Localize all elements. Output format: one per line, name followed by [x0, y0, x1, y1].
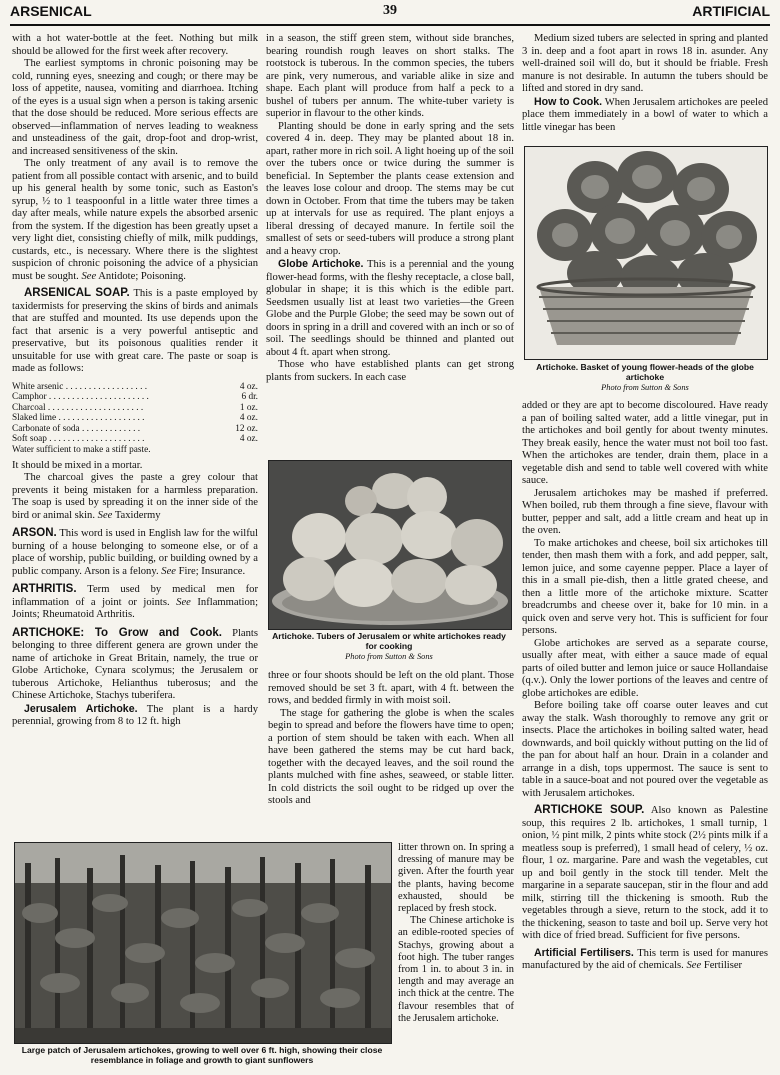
- paragraph: Medium sized tubers are selected in spring and planted 3 in. deep and a foot apart in rows 18 in. asunder. Any well-drained soil will do, but it should be friable. Fresh manure is not desirable. In autumn the tubers should be lifted and stored in dry sand.: [522, 33, 768, 94]
- recipe-tail: Water sufficient to make a stiff paste.: [12, 445, 151, 456]
- recipe-row: Slaked lime . . . . . . . . . . . . . . . . . . . 4 oz.: [12, 413, 258, 424]
- header-rule: [10, 24, 770, 26]
- entry-artichoke-soup: ARTICHOKE SOUP. Also known as Palestine soup, this requires 2 lb. artichokes, 1 small turnip, 1 onion, ½ pint milk, 2 pints white stock (2½ pints milk if a meatless soup is preferred), 1 small head of celery, ½ oz. flour, 1 oz. margarine. Pare and wash the vegetables, cut up and boil gently in the stock till tender. Melt the margarine in a separate saucepan, stir in the flour and add milk, stirring till the thickening is smooth. Rub the vegetables through a sieve, return to the stock, add it to the thickening, season to taste and boil up. Serve very hot with dice of fried bread. Sufficient for five persons.: [522, 804, 768, 941]
- paragraph: Jerusalem Artichoke. The plant is a hardy perennial, growing from 8 to 12 ft. high: [12, 702, 258, 728]
- entry-artificial-fertilisers: Artificial Fertilisers. This term is used for manures manufactured by the aid of chemicals. See Fertiliser: [522, 946, 768, 971]
- paragraph: The Chinese artichoke is an edible-rooted species of Stachys, growing about a foot high. The tuber ranges from 1 in. to about 3 in. in length and may average an inch thick at the centre. The flavour resembles that of the Jerusalem artichoke.: [398, 915, 514, 1024]
- column-3-top: [522, 33, 768, 143]
- figure-artichoke-patch: [14, 842, 392, 1044]
- paragraph: Jerusalem artichokes may be mashed if preferred. When boiled, rub them through a fine sieve, flavour with butter, pepper and salt, add a little cream and heat up in the oven.: [522, 487, 768, 536]
- recipe-row: Charcoal . . . . . . . . . . . . . . . . . . . . . 1 oz.: [12, 402, 258, 413]
- artichoke-patch-illustration: [15, 843, 391, 1043]
- recipe-row: Carbonate of soda . . . . . . . . . . . . . 12 oz.: [12, 423, 258, 434]
- column-1: [12, 33, 258, 751]
- paragraph: How to Cook. When Jerusalem artichokes are peeled place them immediately in a bowl of water to which a little vinegar has been: [522, 95, 768, 133]
- column-2-bottom: [268, 670, 514, 838]
- paragraph: with a hot water-bottle at the feet. Nothing but milk should be allowed for the first week after recovery.: [12, 33, 258, 57]
- column-2-narrow: [398, 842, 514, 1064]
- entry-artichoke: ARTICHOKE: To Grow and Cook. Plants belonging to three different genera are grown under the name of artichoke in Great Britain, namely, the true or Globe Artichoke, Cynara scolymus; the Jerusalem or tuberous Artichoke, Helianthus tuberosus; and the Chinese Artichoke, Stachys tuberifera.: [12, 626, 258, 702]
- photo-credit: Photo from Sutton & Sons: [601, 382, 689, 392]
- figure-tubers: [268, 460, 512, 630]
- entry-heading: ARTICHOKE SOUP.: [534, 804, 645, 816]
- paragraph: The charcoal gives the paste a grey colour that prevents it being mistaken for a harmless preparation. The soap is used by spreading it on the inner side of the bird or animal skin. See Taxidermy: [12, 472, 258, 521]
- recipe-list: [12, 382, 258, 456]
- figure-tubers-caption: Artichoke. Tubers of Jerusalem or white artichokes ready for cooking Photo from Sutton & Sons: [268, 632, 510, 661]
- paragraph: Those who have established plants can get strong plants from suckers. In each case: [266, 359, 514, 383]
- running-header: [10, 5, 770, 21]
- entry-heading: ARSON.: [12, 527, 57, 540]
- paragraph: The stage for gathering the globe is when the scales begin to spread and before the flowers have time to open; a portion of stem should be taken with each. When all have been gathered the stems may be cut hard back, together with the decayed leaves, and the soil round the plants mulched with fine ashes, seaweed, or stable litter. In cold districts the soil ought to be ridged up over the stools and: [268, 707, 514, 806]
- photo-credit: Photo from Sutton & Sons: [345, 651, 433, 661]
- figure-patch-caption: Large patch of Jerusalem artichokes, growing to well over 6 ft. high, showing their close resemblance in foliage and growth to giant sunflowers: [21, 1045, 383, 1065]
- paragraph: added or they are apt to become discoloured. Have ready a pan of boiling salted water, add a little vinegar, put in the artichokes and boil gently for about twenty minutes. They break easily, hence the water must not boil too fast. When the artichokes are tender, drain them, place in a vegetable dish and send to table well covered with white sauce.: [522, 400, 768, 486]
- paragraph: three or four shoots should be left on the old plant. Those removed should be set 3 ft. apart, with 4 ft. between the rows, and bedded firmly in with moist soil.: [268, 670, 514, 706]
- entry-heading: ARSENICAL SOAP.: [24, 287, 130, 299]
- paragraph: Globe Artichoke. This is a perennial and the young flower-head forms, with the fleshy receptacle, a close ball, globular in shape; it is this which is the edible part. Seedsmen usually list at least two varieties—the Green Globe and the Purple Globe; the seed may be sown out of doors in spring in a drill and covered with an inch or so of soil. The seedlings should be thinned and planted out about 4 ft. apart when strong.: [266, 258, 514, 358]
- paragraph: It should be mixed in a mortar.: [12, 459, 143, 471]
- entry-heading: ARTHRITIS.: [12, 583, 77, 596]
- paragraph: The only treatment of any avail is to remove the patient from all possible contact with arsenic, and to build up his general health by some tonic, such as Easton's syrup, ½ to 1 teaspoonful in a little water three times a day after meals, while nature expels the absorbed arsenic from the system. If the digestion has been greatly upset a very light diet, consisting chiefly of milk, milk puddings, custards, etc., is necessary. Where there is the slightest suspicion of chronic poisoning the advice of a physician must be sought. See Antidote; Poisoning.: [12, 158, 258, 282]
- header-right: ARTIFICIAL: [692, 3, 770, 19]
- column-2-top: [266, 33, 514, 453]
- entry-arthritis: ARTHRITIS. Term used by medical men for inflammation of a joint or joints. See Inflammation; Joints; Rheumatoid Arthritis.: [12, 583, 258, 621]
- recipe-row: Soft soap . . . . . . . . . . . . . . . . . . . . . 4 oz.: [12, 434, 258, 445]
- paragraph: The earliest symptoms in chronic poisoning may be cold, running eyes, sneezing and cough; or there may be loss of appetite, nausea, vomiting and diarrhoea. Itching of the eyes is a usual sign when a person is taking arsenic that the dose should be reduced. More serious effects are observed—inflammation of nerves leading to weakness and unsteadiness of the gait, drop-foot and drop-wrist, and increased sensitiveness of the skin.: [12, 58, 258, 157]
- entry-heading: ARTICHOKE: To Grow and Cook.: [12, 626, 222, 639]
- paragraph: Before boiling take off coarse outer leaves and cut away the stalk. Wash thoroughly to remove any grit or insects. Place the artichokes in boiling salted water, head downwards, and boil quickly without putting on the lid of the pan for about half an hour. Drain in a colander and arrange in a dish, tops uppermost. The sauce is sent to table in a sauce-boat and not poured over the vegetable as with Jerusalem artichokes.: [522, 700, 768, 799]
- figure-basket-caption: Artichoke. Basket of young flower-heads of the globe artichoke Photo from Sutton & Sons: [524, 363, 766, 392]
- paragraph: litter thrown on. In spring a dressing of manure may be given. After the fourth year the plants, having become exhausted, should be replaced by fresh stock.: [398, 842, 514, 915]
- entry-arson: ARSON. This word is used in English law for the wilful burning of a house belonging to someone else, or of a place of worship, public building, or building owned by a public company. Arson is a felony. See Fire; Insurance.: [12, 527, 258, 577]
- page-number: 39: [383, 3, 397, 18]
- subheading: Globe Artichoke.: [278, 258, 364, 270]
- subheading: Jerusalem Artichoke.: [24, 702, 138, 715]
- paragraph: To make artichokes and cheese, boil six artichokes till tender, then mash them with a fork, and add pepper, salt, lemon juice, and some cayenne pepper. Place a layer of this in a small pie-dish, then a little grated cheese, and then a little more of the artichoke mixture. Scatter breadcrumbs and cheese over it, bake for 10 min. in a quick oven and serve very hot. This is sufficient for four persons.: [522, 537, 768, 636]
- subheading: Artificial Fertilisers.: [534, 946, 634, 959]
- tubers-illustration: [269, 461, 511, 629]
- basket-illustration: [525, 147, 767, 359]
- paragraph: Planting should be done in early spring and the sets covered 4 in. deep. They may be planted about 18 in. apart, rather more in rich soil. A light hoeing up of the soil over the tubers once or twice during the summer is beneficial. In September the plants cease extension and the leaves lose colour and droop. The stems may be cut down in October. From that time the tubers may be taken up at intervals for use as required. The plant enjoys a liberal dressing of decayed manure. In fertile soil the smallest of sets or seed-tubers will produce a strong plant and a heavy crop.: [266, 120, 514, 257]
- paragraph: Globe artichokes are served as a separate course, usually after meat, with either a sauce made of equal parts of oiled butter and lemon juice or sauce Hollandaise (q.v.). Only the lower portions of the leaves and centre of globe artichokes are edible.: [522, 637, 768, 699]
- header-left: ARSENICAL: [10, 3, 92, 19]
- subheading: How to Cook.: [534, 95, 603, 108]
- recipe-row: Camphor . . . . . . . . . . . . . . . . . . . . . . 6 dr.: [12, 392, 258, 403]
- recipe-row: White arsenic . . . . . . . . . . . . . . . . . . 4 oz.: [12, 381, 258, 392]
- paragraph: in a season, the stiff green stem, without side branches, bearing roundish rough leaves on short stalks. The rootstock is tuberous. In the common species, the tubers are pink, very numerous, and variable alike in size and shape. Each plant will produce from half a peck to a bushel of tubers per annum. The white-tuber variety is superior in flavour to the other kinds.: [266, 33, 514, 119]
- entry-arsenical-soap: ARSENICAL SOAP. This is a paste employed by taxidermists for preserving the skins of birds and animals that are stuffed and mounted. Its use depends upon the fact that arsenic is a very powerful antiseptic and preservative, but its poisonous qualities render it unsuitable for use with great care. The paste or soap is made as follows:: [12, 287, 258, 374]
- figure-basket: [524, 146, 768, 360]
- column-3-bottom: [522, 400, 768, 1066]
